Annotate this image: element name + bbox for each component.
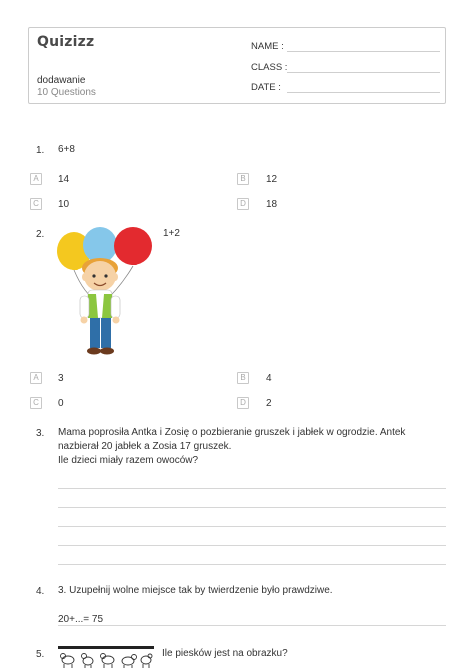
option-letter: D	[237, 198, 249, 210]
answer-line[interactable]	[58, 507, 446, 508]
quizizz-logo: Quizizz	[37, 34, 95, 50]
question-number: 1.	[36, 145, 45, 156]
question-count: 10 Questions	[37, 87, 96, 98]
option-text[interactable]: 2	[266, 398, 272, 409]
option-text[interactable]: 4	[266, 373, 272, 384]
option-letter: B	[237, 173, 249, 185]
option-text[interactable]: 14	[58, 174, 70, 185]
option-letter: C	[30, 397, 42, 409]
option-letter: A	[30, 173, 42, 185]
answer-line[interactable]	[58, 564, 446, 565]
answer-line[interactable]	[58, 545, 446, 546]
option-letter: D	[237, 397, 249, 409]
question-number: 4.	[36, 586, 45, 597]
question-text: 3. Uzupełnij wolne miejsce tak by twierdzenie było prawdziwe.	[58, 585, 333, 596]
name-field[interactable]	[251, 41, 284, 52]
question-number: 2.	[36, 229, 45, 240]
worksheet-title: dodawanie	[37, 75, 86, 86]
name-line	[287, 51, 440, 52]
dogs-image	[58, 646, 154, 670]
option-text[interactable]: 10	[58, 199, 70, 210]
option-letter: C	[30, 198, 42, 210]
worksheet-header	[28, 27, 446, 104]
class-field[interactable]	[251, 62, 287, 73]
answer-line[interactable]	[58, 488, 446, 489]
boy-with-balloons-image	[54, 224, 156, 360]
date-field[interactable]	[251, 82, 281, 93]
name-label: NAME :	[251, 41, 284, 52]
option-letter: A	[30, 372, 42, 384]
question-text: Ile piesków jest na obrazku?	[162, 648, 288, 659]
class-label: CLASS :	[251, 62, 288, 73]
question-text-line: nazbierał 20 jabłek a Zosia 17 gruszek.	[58, 441, 232, 452]
question-number: 3.	[36, 428, 45, 439]
question-text: 6+8	[58, 144, 75, 155]
equation-text: 20+...= 75	[58, 614, 104, 625]
option-text[interactable]: 12	[266, 174, 278, 185]
question-text-line: Mama poprosiła Antka i Zosię o pozbieranie gruszek i jabłek w ogrodzie. Antek	[58, 427, 406, 438]
answer-line[interactable]	[58, 526, 446, 527]
option-letter: B	[237, 372, 249, 384]
option-text[interactable]: 0	[58, 398, 64, 409]
date-line	[287, 92, 440, 93]
option-text[interactable]: 18	[266, 199, 278, 210]
question-number: 5.	[36, 649, 45, 660]
answer-line[interactable]	[58, 625, 446, 626]
question-text: 1+2	[163, 228, 180, 239]
option-text[interactable]: 3	[58, 373, 64, 384]
date-label: DATE :	[251, 82, 281, 93]
class-line	[287, 72, 440, 73]
question-text-line: Ile dzieci miały razem owoców?	[58, 455, 199, 466]
